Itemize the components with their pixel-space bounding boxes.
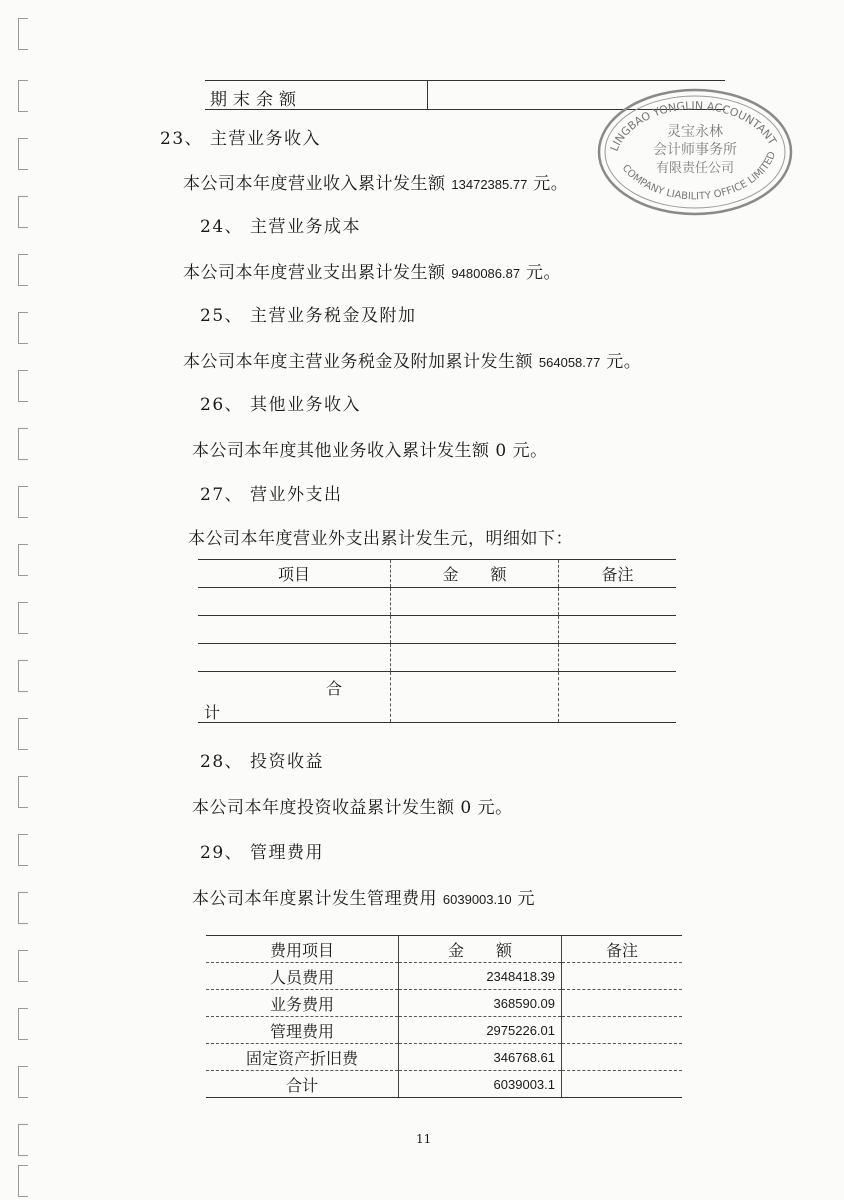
t1-header-note: 备注 bbox=[559, 560, 677, 588]
item-24-heading: 24、 主营业务成本 bbox=[200, 217, 362, 237]
table-row: 人员费用 2348418.39 bbox=[206, 963, 682, 990]
seal-center-3: 有限责任公司 bbox=[655, 161, 735, 176]
table-row: 管理费用 2975226.01 bbox=[206, 1017, 682, 1044]
table-row: 业务费用 368590.09 bbox=[206, 990, 682, 1017]
item-27-heading: 27、 营业外支出 bbox=[200, 485, 343, 505]
seal-text-bottom: COMPANY LIABILITY OFFICE LIMITED bbox=[619, 150, 779, 203]
item-26-text: 本公司本年度其他业务收入累计发生额 0 元。 bbox=[192, 441, 548, 461]
t1-header-amount: 金 额 bbox=[391, 560, 559, 588]
t1-total-label: 合 计 bbox=[198, 672, 391, 723]
item-29-text: 本公司本年度累计发生管理费用 6039003.10 元 bbox=[192, 889, 535, 909]
item-26-heading: 26、 其他业务收入 bbox=[200, 395, 362, 415]
table-row-total: 合计 6039003.1 bbox=[206, 1071, 682, 1098]
item-25-heading: 25、 主营业务税金及附加 bbox=[200, 306, 417, 326]
admin-expense-table bbox=[206, 935, 682, 1098]
item-25-text: 本公司本年度主营业务税金及附加累计发生额 564058.77 元。 bbox=[183, 352, 642, 372]
closing-balance-label: 期末余额 bbox=[210, 90, 302, 110]
non-operating-expense-table bbox=[198, 559, 676, 723]
page-number: 11 bbox=[416, 1132, 432, 1146]
t1-header-item: 项目 bbox=[198, 560, 391, 588]
table-row: 固定资产折旧费 346768.61 bbox=[206, 1044, 682, 1071]
seal-text-top: LINGBAO YONGLIN ACCOUNTANT bbox=[607, 99, 779, 154]
item-27-text: 本公司本年度营业外支出累计发生元，明细如下： bbox=[188, 529, 573, 549]
item-23-heading: 23、 主营业务收入 bbox=[160, 129, 322, 149]
seal-center-2: 会计师事务所 bbox=[653, 142, 737, 158]
company-seal bbox=[595, 82, 795, 217]
t2-header-amount: 金 额 bbox=[399, 936, 562, 963]
item-23-text: 本公司本年度营业收入累计发生额 13472385.77 元。 bbox=[183, 174, 569, 194]
binding-holes bbox=[14, 0, 38, 1200]
t2-header-item: 费用项目 bbox=[206, 936, 399, 963]
item-28-text: 本公司本年度投资收益累计发生额 0 元。 bbox=[192, 798, 513, 818]
item-29-heading: 29、 管理费用 bbox=[200, 843, 325, 863]
t2-header-note: 备注 bbox=[562, 936, 683, 963]
seal-center-1: 灵宝永林 bbox=[667, 124, 723, 140]
item-28-heading: 28、 投资收益 bbox=[200, 752, 325, 772]
item-24-text: 本公司本年度营业支出累计发生额 9480086.87 元。 bbox=[183, 263, 561, 283]
